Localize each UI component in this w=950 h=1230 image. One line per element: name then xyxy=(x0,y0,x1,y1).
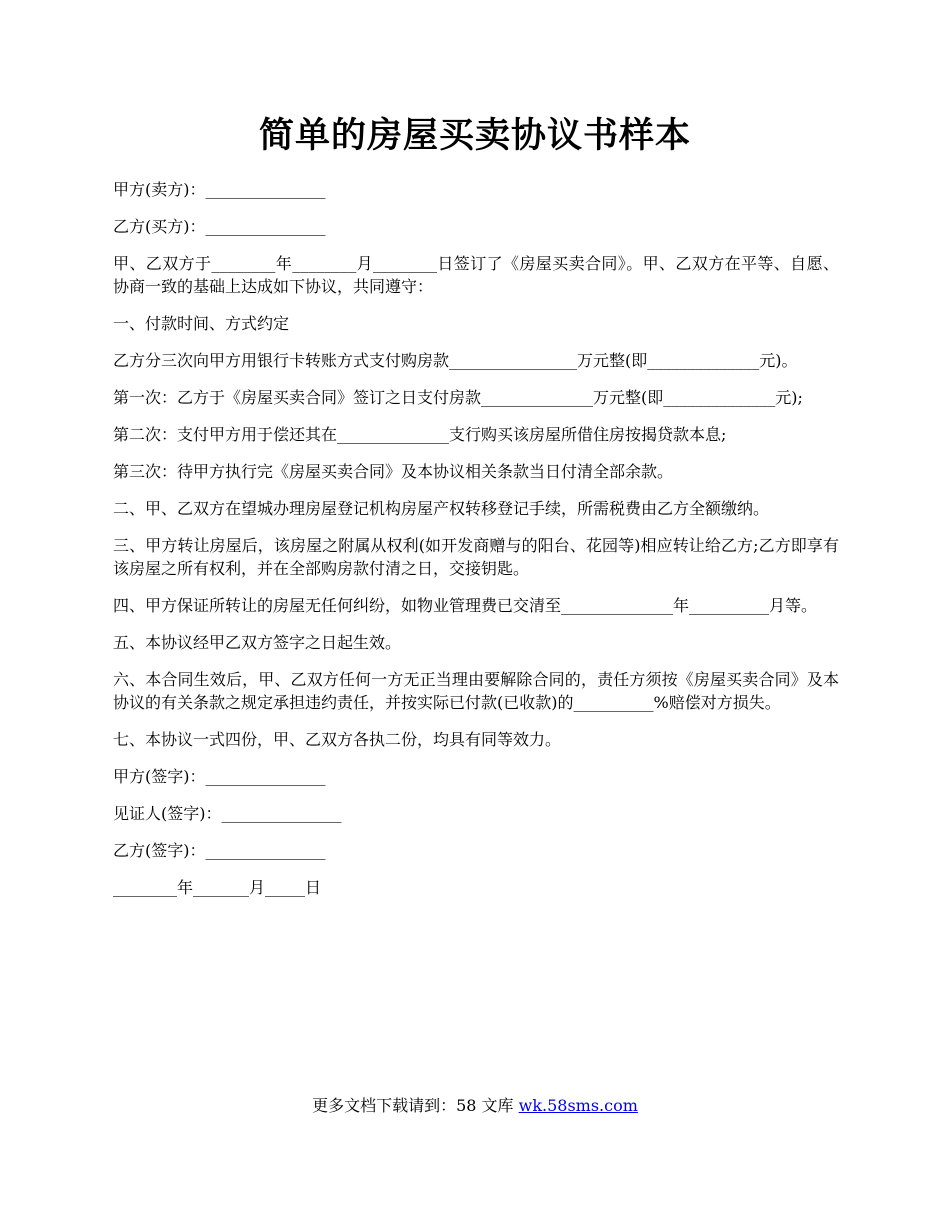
payment-third-paragraph: 第三次：待甲方执行完《房屋买卖合同》及本协议相关条款当日付清全部余款。 xyxy=(113,462,674,481)
seller-line: 甲方(卖方)：_______________ xyxy=(113,180,326,199)
payment-second-paragraph: 第二次：支付甲方用于偿还其在______________支行购买该房屋所借住房按揭贷款本息; xyxy=(113,425,727,444)
section-heading-payment: 一、付款时间、方式约定 xyxy=(113,314,290,333)
clause-six-paragraph: 六、本合同生效后，甲、乙双方任何一方无正当理由要解除合同的，责任方须按《房屋买卖合同》及本协议的有关条款之规定承担违约责任，并按实际已付款(已收款)的__________%赔偿对方损失。 xyxy=(113,670,839,712)
clause-four-paragraph: 四、甲方保证所转让的房屋无任何纠纷，如物业管理费已交清至______________年__________月等。 xyxy=(113,596,818,615)
buyer-line: 乙方(买方)：_______________ xyxy=(113,217,326,236)
footer-text: 更多文档下载请到：58 文库 xyxy=(312,1096,519,1115)
footer xyxy=(0,1094,950,1118)
witness-signature-line: 见证人(签字)：_______________ xyxy=(113,804,342,823)
payment-first-paragraph: 第一次：乙方于《房屋买卖合同》签订之日支付房款______________万元整(即______________元); xyxy=(113,388,803,407)
clause-three-paragraph: 三、甲方转让房屋后，该房屋之附属从权利(如开发商赠与的阳台、花园等)相应转让给乙方;乙方即享有该房屋之所有权利，并在全部购房款付清之日，交接钥匙。 xyxy=(113,536,839,578)
intro-paragraph: 甲、乙双方于________年________月________日签订了《房屋买卖合同》。甲、乙双方在平等、自愿、协商一致的基础上达成如下协议，共同遵守： xyxy=(113,254,839,296)
clause-two-paragraph: 二、甲、乙双方在望城办理房屋登记机构房屋产权转移登记手续，所需税费由乙方全额缴纳。 xyxy=(113,499,770,518)
seller-signature-line: 甲方(签字)：_______________ xyxy=(113,767,326,786)
payment-total-paragraph: 乙方分三次向甲方用银行卡转账方式支付购房款________________万元整(即______________元)。 xyxy=(113,351,798,370)
date-line: ________年_______月_____日 xyxy=(113,878,322,897)
footer-link[interactable]: wk.58sms.com xyxy=(518,1096,638,1115)
buyer-signature-line: 乙方(签字)：_______________ xyxy=(113,841,326,860)
document-title: 简单的房屋买卖协议书样本 xyxy=(258,115,691,156)
clause-seven-paragraph: 七、本协议一式四份，甲、乙双方各执二份，均具有同等效力。 xyxy=(113,730,562,749)
document-body xyxy=(113,178,839,913)
clause-five-paragraph: 五、本协议经甲乙双方签字之日起生效。 xyxy=(113,633,402,652)
